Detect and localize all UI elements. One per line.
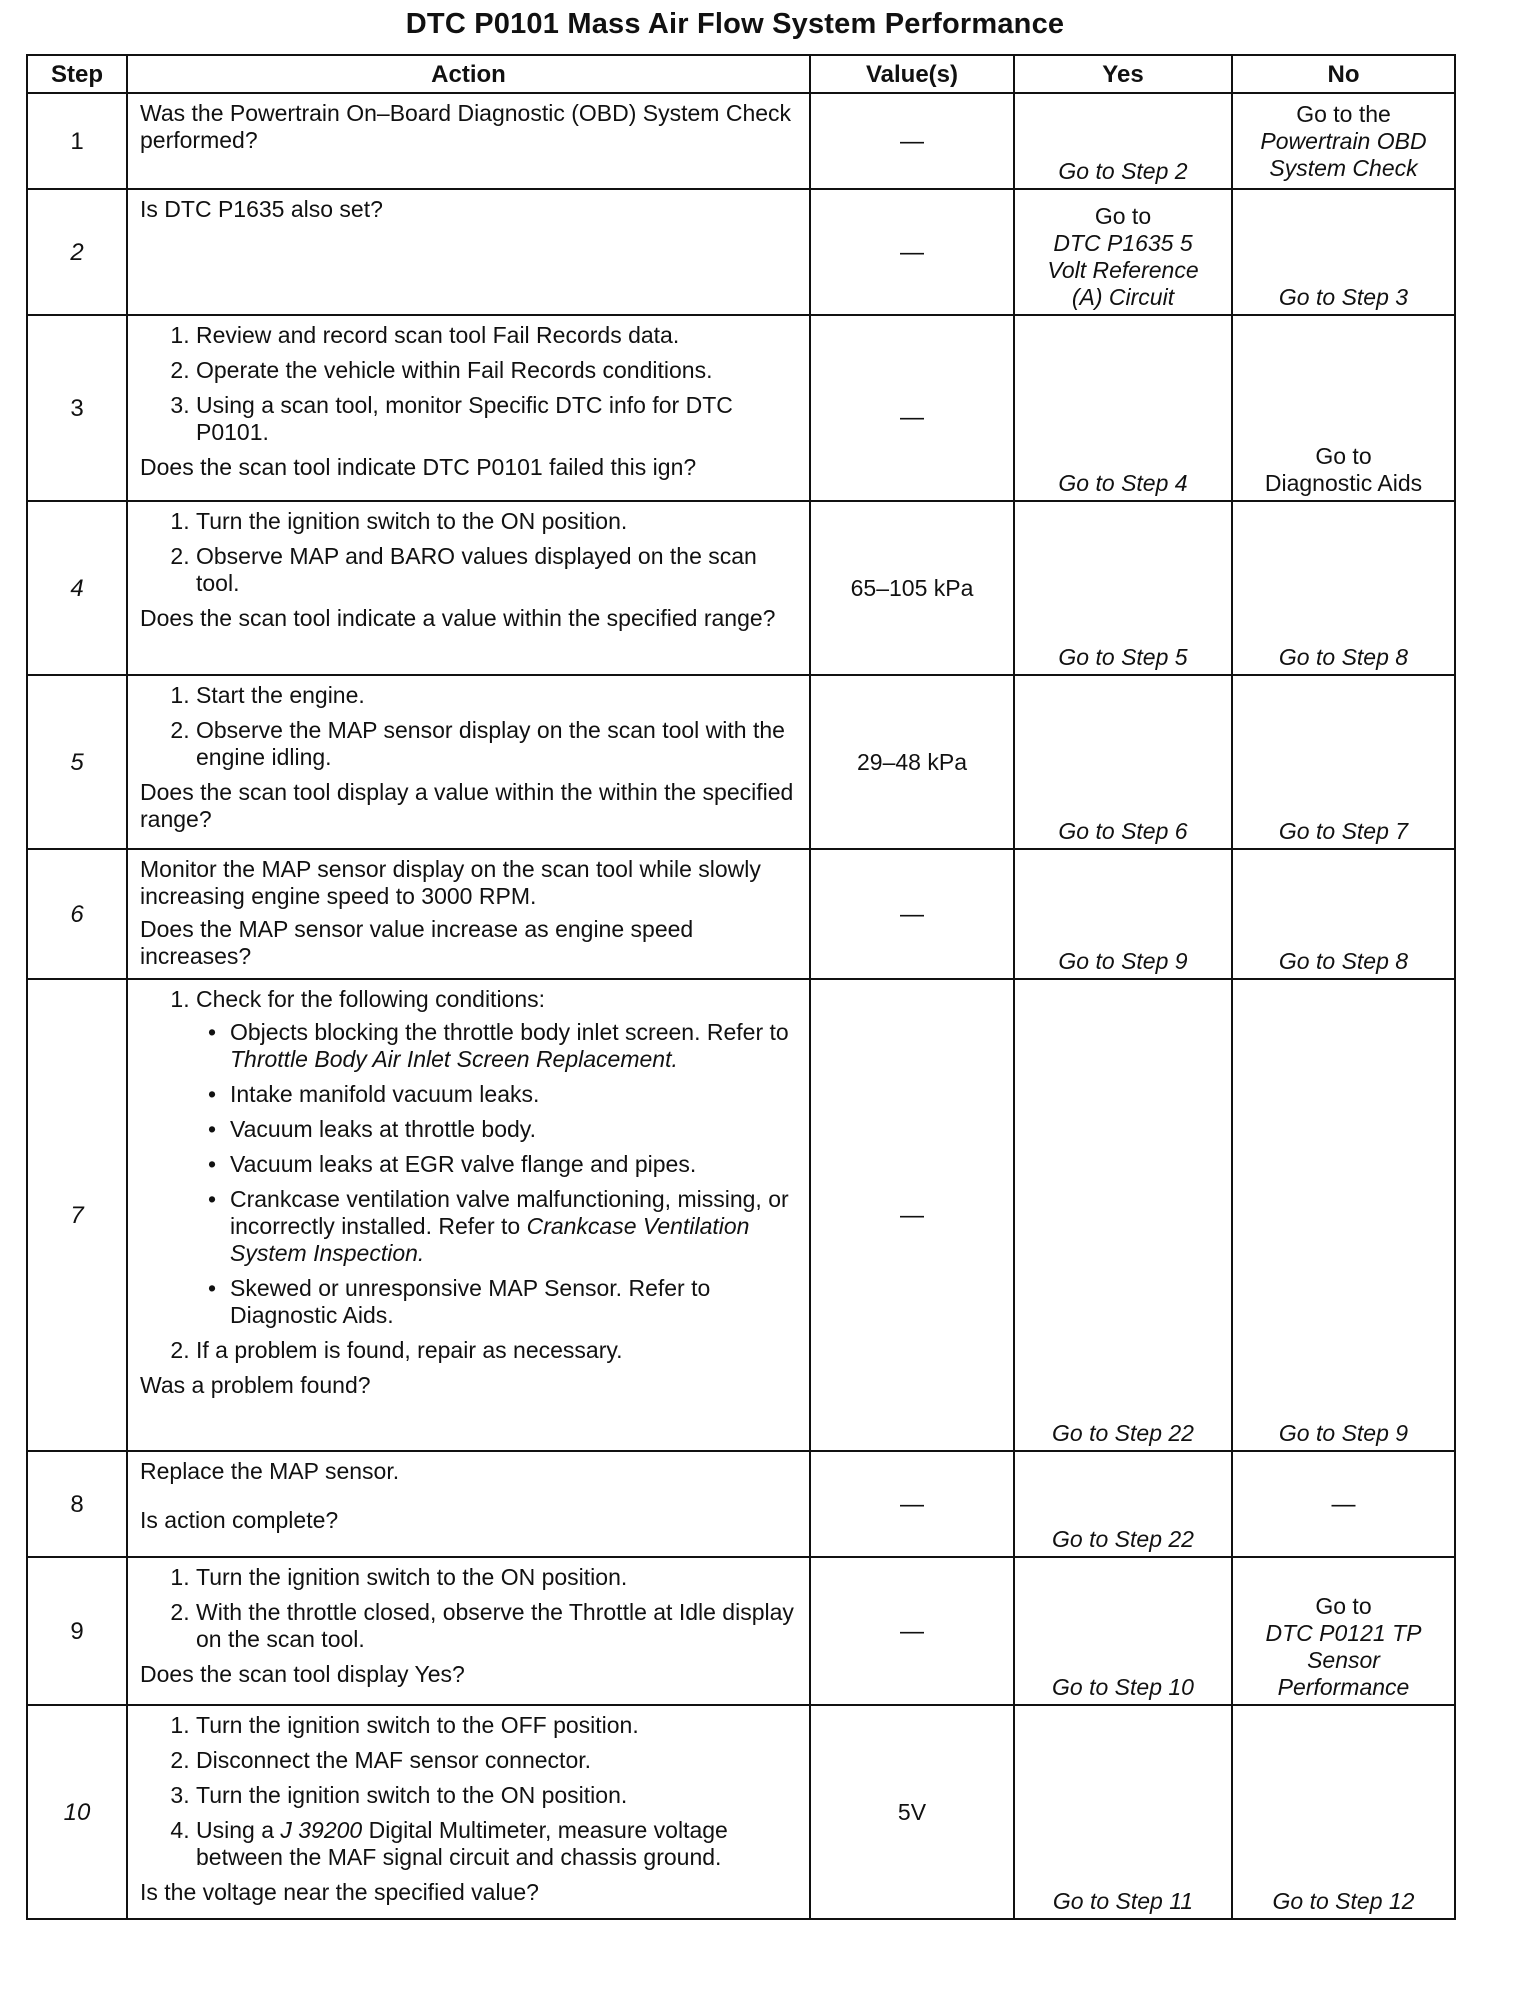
no-cell [1232, 1451, 1455, 1557]
action-cell [127, 93, 810, 189]
header-values: Value(s) [810, 55, 1014, 93]
step-number: 8 [27, 1451, 127, 1557]
yes-text-line: (A) Circuit [1071, 284, 1175, 310]
value-text: — [900, 127, 924, 155]
yes-text-line: Volt Reference [1047, 257, 1199, 283]
action-step-item: 2. Observe the MAP sensor display on the scan tool with the engine idling. [196, 717, 799, 771]
table-row [27, 849, 1455, 979]
tool-reference: J 39200 [280, 1817, 363, 1843]
action-step-item: 1. Turn the ignition switch to the OFF position. [196, 1712, 799, 1739]
yes-cell [1014, 189, 1232, 315]
step-number: 7 [27, 979, 127, 1451]
action-cell [127, 979, 810, 1451]
action-question: Does the MAP sensor value increase as engine speed increases? [140, 916, 694, 969]
action-step-item: 3. Using a scan tool, monitor Specific DTC info for DTC P0101. [196, 392, 799, 446]
action-text: Monitor the MAP sensor display on the scan tool while slowly increasing engine speed to 3000 RPM. [140, 856, 761, 909]
no-cell [1232, 1557, 1455, 1705]
action-step-item: 2. Disconnect the MAF sensor connector. [196, 1747, 799, 1774]
yes-cell [1014, 1557, 1232, 1705]
value-cell [810, 315, 1014, 501]
action-cell [127, 1557, 810, 1705]
action-step-text: Digital Multimeter, measure voltage between the MAF signal circuit and chassis ground. [196, 1817, 728, 1870]
yes-text: Go to Step 4 [1058, 470, 1188, 496]
yes-text-line: Go to [1094, 203, 1152, 229]
no-cell [1232, 93, 1455, 189]
condition-text: Crankcase ventilation valve malfunctioning, missing, or incorrectly installed. Refer to [230, 1186, 789, 1239]
yes-text: Go to Step 22 [1052, 1420, 1194, 1446]
action-cell [127, 501, 810, 675]
action-question: Is action complete? [140, 1507, 339, 1533]
action-cell [127, 189, 810, 315]
yes-text-line: DTC P1635 5 [1053, 230, 1193, 256]
value-cell [810, 1705, 1014, 1919]
value-cell [810, 675, 1014, 849]
yes-text: Go to Step 2 [1058, 158, 1188, 184]
no-text-line: DTC P0121 TP [1265, 1620, 1422, 1646]
table-row [27, 93, 1455, 189]
step-number: 5 [27, 675, 127, 849]
value-cell [810, 1451, 1014, 1557]
value-text: — [900, 1201, 924, 1229]
yes-text: Go to Step 10 [1052, 1674, 1194, 1700]
value-text: — [900, 238, 924, 266]
header-step: Step [27, 55, 127, 93]
action-cell [127, 1451, 810, 1557]
table-row [27, 1557, 1455, 1705]
value-cell [810, 849, 1014, 979]
yes-text: Go to Step 22 [1052, 1526, 1194, 1552]
yes-text: Go to Step 11 [1052, 1888, 1194, 1914]
no-cell [1232, 675, 1455, 849]
condition-item: • Intake manifold vacuum leaks. [208, 1081, 799, 1108]
value-text: 29–48 kPa [857, 748, 967, 775]
action-step-text: Using a [196, 1817, 281, 1843]
action-step-item: 2. With the throttle closed, observe the Throttle at Idle display on the scan tool. [196, 1599, 799, 1653]
action-step-item: 1. Turn the ignition switch to the ON position. [196, 1564, 799, 1591]
value-text: — [900, 1617, 924, 1645]
action-step-item: 2. Observe MAP and BARO values displayed on the scan tool. [196, 543, 799, 597]
action-steps [140, 322, 799, 446]
table-row [27, 979, 1455, 1451]
table-row [27, 189, 1455, 315]
yes-cell [1014, 1705, 1232, 1919]
table-row [27, 501, 1455, 675]
value-text: — [900, 404, 924, 431]
action-steps [140, 508, 799, 597]
value-text: — [900, 1490, 924, 1518]
no-cell [1232, 979, 1455, 1451]
condition-list [196, 1019, 799, 1329]
table-row [27, 675, 1455, 849]
value-cell [810, 979, 1014, 1451]
action-step-item: 2. If a problem is found, repair as necessary. [196, 1337, 799, 1364]
action-steps [140, 682, 799, 771]
diagnostic-table [26, 54, 1456, 1920]
header-yes: Yes [1014, 55, 1232, 93]
action-step-item [196, 1817, 799, 1871]
value-cell [810, 1557, 1014, 1705]
reference-link: Throttle Body Air Inlet Screen Replacement. [230, 1046, 678, 1072]
action-question: Does the scan tool display Yes? [140, 1661, 465, 1687]
value-cell [810, 189, 1014, 315]
yes-text: Go to Step 9 [1058, 948, 1188, 974]
action-step-item [196, 986, 799, 1329]
no-text-line: Go to [1315, 443, 1372, 469]
step-number: 4 [27, 501, 127, 675]
no-text: Go to Step 3 [1278, 284, 1409, 310]
no-text: Go to Step 12 [1272, 1888, 1415, 1914]
step-number: 9 [27, 1557, 127, 1705]
no-text: Go to Step 8 [1278, 644, 1409, 670]
action-question: Does the scan tool display a value within the within the specified range? [140, 779, 794, 832]
step-number: 2 [27, 189, 127, 315]
no-text-line: Go to the [1296, 101, 1391, 127]
condition-item: • Vacuum leaks at EGR valve flange and pipes. [208, 1151, 799, 1178]
action-steps [140, 986, 799, 1364]
condition-text: Objects blocking the throttle body inlet screen. Refer to [230, 1019, 789, 1045]
yes-cell [1014, 675, 1232, 849]
condition-item [208, 1019, 799, 1073]
no-cell [1232, 849, 1455, 979]
action-step-item: 2. Operate the vehicle within Fail Records conditions. [196, 357, 799, 384]
action-step-item: 1. Start the engine. [196, 682, 799, 709]
action-step-text: Check for the following conditions: [196, 986, 546, 1012]
action-question: Is the voltage near the specified value? [140, 1879, 539, 1905]
action-text: Was the Powertrain On–Board Diagnostic (OBD) System Check performed? [140, 100, 792, 153]
value-text: — [900, 900, 924, 928]
step-number: 10 [27, 1705, 127, 1919]
action-step-item: 1. Review and record scan tool Fail Records data. [196, 322, 799, 349]
action-text: Is DTC P1635 also set? [140, 196, 383, 222]
action-steps [140, 1712, 799, 1871]
table-row [27, 315, 1455, 501]
no-text: — [1331, 1491, 1356, 1518]
condition-item: • Skewed or unresponsive MAP Sensor. Refer to Diagnostic Aids. [208, 1275, 799, 1329]
reference-link: Crankcase Ventilation System Inspection. [230, 1213, 750, 1266]
no-text: Go to Step 7 [1278, 818, 1409, 844]
condition-item: • Vacuum leaks at throttle body. [208, 1116, 799, 1143]
action-question: Was a problem found? [140, 1372, 371, 1398]
action-step-item: 3. Turn the ignition switch to the ON position. [196, 1782, 799, 1809]
action-cell [127, 315, 810, 501]
table-row [27, 1705, 1455, 1919]
action-question: Does the scan tool indicate a value within the specified range? [140, 605, 776, 631]
no-text-line: Powertrain OBD [1260, 128, 1427, 154]
no-text-line: System Check [1269, 155, 1418, 181]
yes-cell [1014, 315, 1232, 501]
action-step-item: 1. Turn the ignition switch to the ON position. [196, 508, 799, 535]
step-number: 1 [27, 93, 127, 189]
no-text-line: Diagnostic Aids [1264, 470, 1423, 496]
value-cell [810, 501, 1014, 675]
no-text-line: Go to [1315, 1593, 1372, 1619]
yes-cell [1014, 979, 1232, 1451]
value-text: 5V [897, 1798, 927, 1825]
value-text: 65–105 kPa [850, 574, 974, 601]
no-text: Go to Step 9 [1278, 1420, 1409, 1446]
header-action: Action [127, 55, 810, 93]
no-text-line: Performance [1277, 1674, 1410, 1700]
action-cell [127, 675, 810, 849]
no-text-line: Sensor [1307, 1647, 1380, 1673]
no-cell [1232, 1705, 1455, 1919]
action-text: Replace the MAP sensor. [140, 1458, 400, 1484]
no-text: Go to Step 8 [1278, 948, 1409, 974]
table-header-row [27, 55, 1455, 93]
yes-cell [1014, 501, 1232, 675]
header-no: No [1232, 55, 1455, 93]
step-number: 6 [27, 849, 127, 979]
value-cell [810, 93, 1014, 189]
yes-cell [1014, 849, 1232, 979]
condition-item [208, 1186, 799, 1267]
no-cell [1232, 189, 1455, 315]
action-cell [127, 849, 810, 979]
no-cell [1232, 501, 1455, 675]
no-cell [1232, 315, 1455, 501]
yes-cell [1014, 1451, 1232, 1557]
page-title: DTC P0101 Mass Air Flow System Performance [405, 8, 1065, 40]
action-steps [140, 1564, 799, 1653]
action-cell [127, 1705, 810, 1919]
yes-text: Go to Step 6 [1058, 818, 1188, 844]
yes-text: Go to Step 5 [1058, 644, 1188, 670]
table-row [27, 1451, 1455, 1557]
step-number: 3 [27, 315, 127, 501]
yes-cell [1014, 93, 1232, 189]
action-question: Does the scan tool indicate DTC P0101 failed this ign? [140, 454, 697, 480]
